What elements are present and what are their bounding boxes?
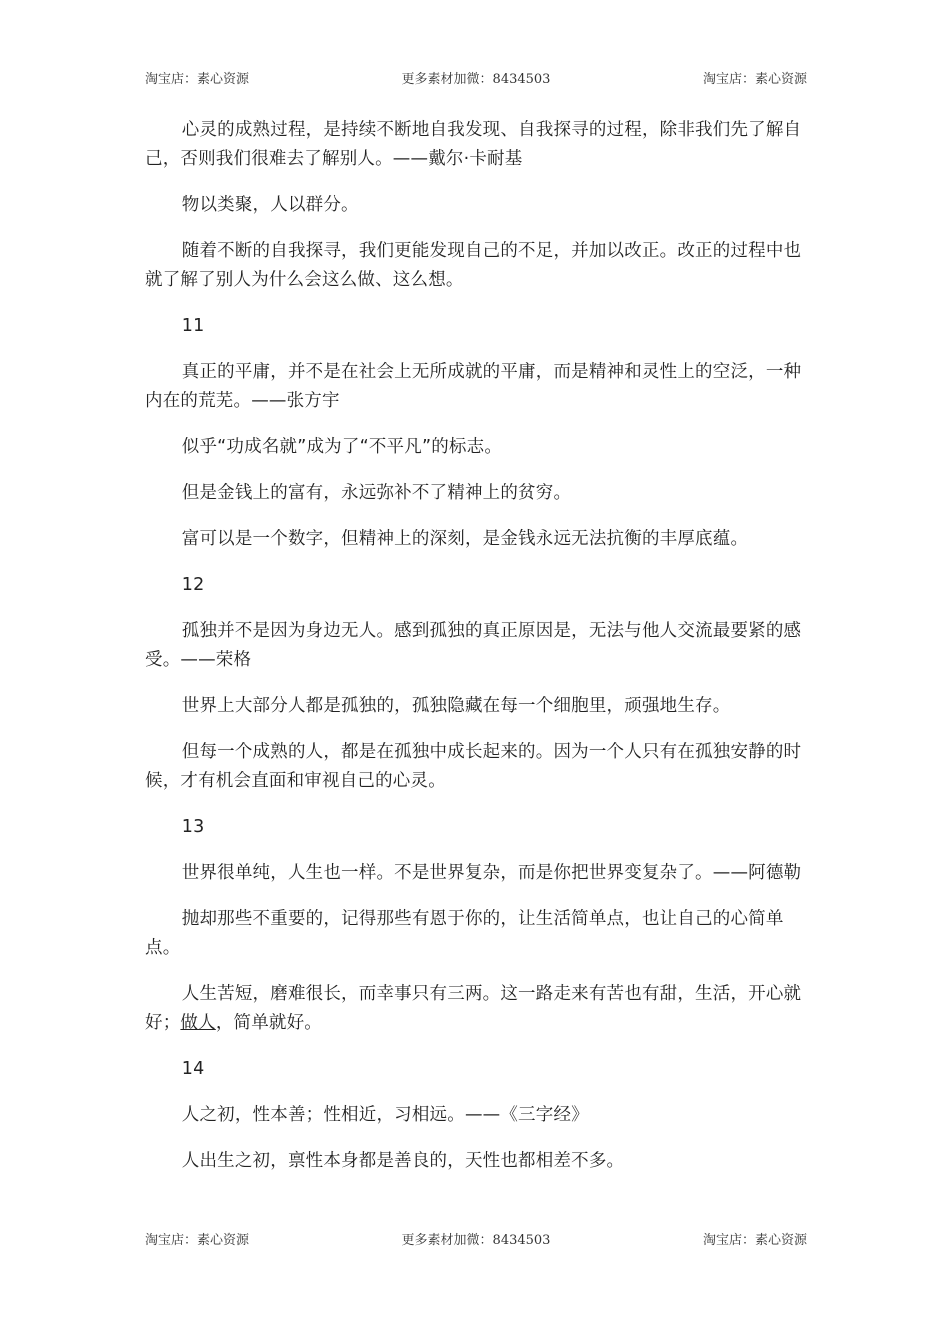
paragraph: 心灵的成熟过程，是持续不断地自我发现、自我探寻的过程，除非我们先了解自己，否则我们很难去了解别人。——戴尔·卡耐基 <box>145 120 802 169</box>
header-right-text: 淘宝店：素心资源 <box>702 72 807 87</box>
paragraph: 随着不断的自我探寻，我们更能发现自己的不足，并加以改正。改正的过程中也就了解了别人为什么会这么做、这么想。 <box>145 241 802 290</box>
inline-link[interactable]: 做人 <box>180 1013 216 1033</box>
section-number: 11 <box>181 316 205 336</box>
paragraph: 抛却那些不重要的，记得那些有恩于你的，让生活简单点，也让自己的心简单点。 <box>145 909 784 958</box>
paragraph: 但每一个成熟的人，都是在孤独中成长起来的。因为一个人只有在孤独安静的时候，才有机会直面和审视自己的心灵。 <box>145 742 802 791</box>
document-body <box>145 116 807 1193</box>
header-center-text: 更多素材加微：8434503 <box>401 72 551 87</box>
page-footer <box>145 1229 807 1249</box>
paragraph <box>145 980 807 1038</box>
section-number: 14 <box>181 1059 205 1079</box>
footer-center-text: 更多素材加微：8434503 <box>401 1233 551 1248</box>
paragraph-text: ，简单就好。 <box>215 1013 323 1033</box>
paragraph-text: 人生苦短，磨难很长，而幸事只有三两。这一路走来有苦也有甜，生活，开心就好； <box>145 984 802 1033</box>
footer-right-text: 淘宝店：素心资源 <box>702 1233 807 1248</box>
paragraph: 物以类聚，人以群分。 <box>181 195 359 215</box>
paragraph: 真正的平庸，并不是在社会上无所成就的平庸，而是精神和灵性上的空泛，一种内在的荒芜。——张方宇 <box>145 362 802 411</box>
paragraph: 似乎“功成名就”成为了“不平凡”的标志。 <box>181 437 503 457</box>
paragraph: 人之初，性本善；性相近，习相远。——《三字经》 <box>181 1105 589 1125</box>
section-number: 13 <box>181 817 205 837</box>
paragraph: 世界很单纯，人生也一样。不是世界复杂，而是你把世界变复杂了。——阿德勒 <box>181 863 802 883</box>
section-number: 12 <box>181 575 205 595</box>
paragraph: 人出生之初，禀性本身都是善良的，天性也都相差不多。 <box>181 1151 625 1171</box>
paragraph: 世界上大部分人都是孤独的，孤独隐藏在每一个细胞里，顽强地生存。 <box>181 696 731 716</box>
header-left-text: 淘宝店：素心资源 <box>145 72 250 87</box>
page-header <box>145 68 807 88</box>
paragraph: 富可以是一个数字，但精神上的深刻，是金钱永远无法抗衡的丰厚底蕴。 <box>181 529 749 549</box>
paragraph: 孤独并不是因为身边无人。感到孤独的真正原因是，无法与他人交流最要紧的感受。——荣格 <box>145 621 802 670</box>
footer-left-text: 淘宝店：素心资源 <box>145 1233 250 1248</box>
paragraph: 但是金钱上的富有，永远弥补不了精神上的贫穷。 <box>181 483 572 503</box>
